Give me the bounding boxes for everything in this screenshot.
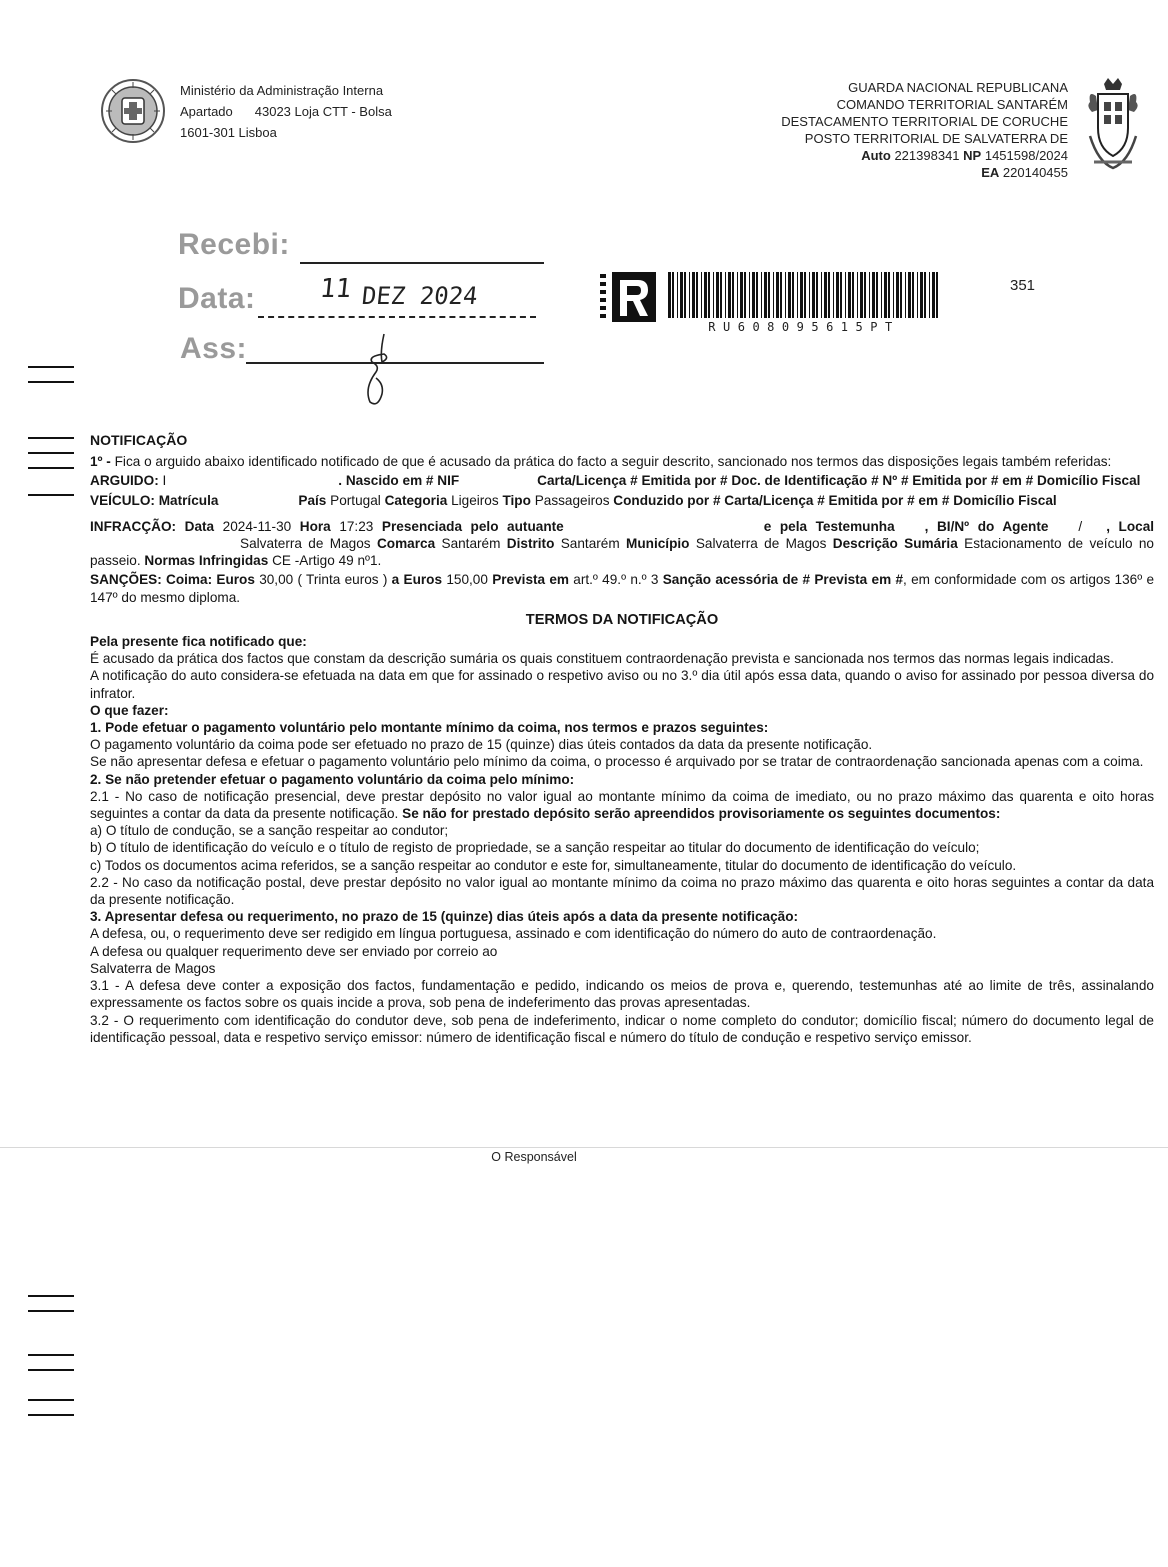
barcode-bar [744,272,746,318]
barcode-bar [884,272,887,318]
barcode-bar [840,272,842,318]
barcode-bar [761,272,762,318]
section-2-1: 2.1 - No caso de notificação presencial, deve prestar depósito no valor igual ao montante mínimo da coima de imediato, ou no prazo máximo das quarenta e oito horas seguintes a contar da data da presente notificação. Se não for prestado depósito serão apreendidos provisoriamente os seguintes documentos: [90,788,1154,822]
registered-mail-r-icon [598,272,658,322]
authority-line1: GUARDA NACIONAL REPUBLICANA [848,80,1068,95]
barcode-bar [785,272,786,318]
section-3-b: A defesa ou qualquer requerimento deve ser enviado por correio ao [90,943,498,959]
section-3-2: 3.2 - O requerimento com identificação do condutor deve, sob pena de indeferimento, indicar o nome completo do condutor; domicílio fiscal; número do documento legal de identificação pessoal, data e respetivo serviço emissor: número de identificação fiscal e número do título de condução e respetivo serviço emissor. [90,1012,1154,1045]
margin-mark [28,381,74,383]
registered-mail-barcode [666,272,942,318]
barcode-bar [701,272,702,318]
barcode-bar [713,272,714,318]
stamp-recebi-line [300,262,544,264]
section-2-title: 2. Se não pretender efetuar o pagamento voluntário da coima pelo mínimo: [90,771,575,787]
margin-mark [28,1310,74,1312]
barcode-bar [869,272,870,318]
margin-mark [28,1369,74,1371]
barcode-bar [876,272,878,318]
barcode-bar [860,272,863,318]
stamp-recebi-label: Recebi: [178,228,290,261]
handwritten-day: 11 [318,274,353,304]
authority-header [781,79,1068,181]
barcode-bar [708,272,710,318]
margin-mark [28,1414,74,1416]
barcode-bar [929,272,930,318]
terms-heading: TERMOS DA NOTIFICAÇÃO [525,611,719,628]
terms-what-to-do: O que fazer: [90,702,169,718]
barcode-bar [752,272,755,318]
section-2-a: a) O título de condução, se a sanção respeitar ao condutor; [90,823,449,839]
barcode-bar [920,272,923,318]
authority-line4: POSTO TERRITORIAL DE SALVATERRA DE [804,131,1068,146]
barcode-bar [881,272,882,318]
barcode-bar [905,272,906,318]
barcode-bar [828,272,830,318]
margin-mark [28,1399,74,1401]
terms-t2: A notificação do auto considera-se efetuada na data em que for assinado o respetivo aviso ou no 3.º dia útil após essa data, quando o aviso for assinado por pessoa diversa do infrator. [90,668,1154,701]
barcode-bar [728,272,731,318]
barcode-bar [893,272,894,318]
barcode-bar [749,272,750,318]
barcode-bar [768,272,770,318]
gnr-coat-of-arms-icon [1084,76,1142,174]
barcode-bar [732,272,734,318]
barcode-bar [872,272,875,318]
barcode-bar [908,272,911,318]
handwritten-month-year: DEZ 2024 [360,282,480,310]
barcode-bar [932,272,935,318]
handwritten-signature [354,332,404,408]
notice-paragraph-1: 1º - Fica o arguido abaixo identificado notificado de que é acusado da prática do facto a seguir descrito, sancionado nos termos das disposições legais também referidas: [90,454,1112,470]
barcode-bar [824,272,827,318]
sender-po-box: Apartado 43023 Loja CTT - Bolsa [180,104,392,119]
barcode-bar [780,272,782,318]
section-1-title: 1. Pode efetuar o pagamento voluntário pelo montante mínimo da coima, nos termos e prazos seguintes: [90,720,769,736]
sender-address [180,80,392,143]
notice-title: NOTIFICAÇÃO [90,432,188,448]
barcode-bar [809,272,810,318]
authority-line2: COMANDO TERRITORIAL SANTARÉM [836,97,1068,112]
barcode-bar [788,272,791,318]
barcode-bar [696,272,698,318]
sender-city: 1601-301 Lisboa [180,125,277,140]
notice-body [90,432,1154,1046]
section-3-title: 3. Apresentar defesa ou requerimento, no prazo de 15 (quinze) dias úteis após a data da presente notificação: [90,909,799,925]
portuguese-coat-of-arms-icon [100,78,166,144]
barcode-bar [857,272,858,318]
barcode-bar [888,272,890,318]
sancoes-block: SANÇÕES: Coima: Euros 30,00 ( Trinta euros ) a Euros 150,00 Prevista em art.º 49.º n.º 3 Sanção acessória de # Prevista em #, em conformidade com os artigos 136º e 147º do mesmo diploma. [90,572,1155,605]
barcode-bar [900,272,902,318]
stamp-ass-label: Ass: [180,332,248,365]
barcode-bar [756,272,758,318]
section-3-a: A defesa, ou, o requerimento deve ser redigido em língua portuguesa, assinado e com identificação do número do auto de contraordenação. [90,926,937,942]
barcode-bar [704,272,707,318]
barcode-bar [821,272,822,318]
barcode-bar [800,272,803,318]
received-stamp [178,226,558,416]
auto-reference: Auto 221398341 NP 1451598/2024 [861,148,1068,163]
veiculo-line: VEÍCULO: Matrícula País Portugal Categoria Ligeiros Tipo Passageiros Conduzido por # Carta/Licença # Emitida por # em # Domicílio Fiscal [90,492,1057,508]
ea-reference: EA 220140455 [981,165,1068,180]
barcode-bar [912,272,914,318]
section-1-a: O pagamento voluntário da coima pode ser efetuado no prazo de 15 (quinze) dias úteis contados da data da presente notificação. [90,737,873,753]
section-2-c: c) Todos os documentos acima referidos, se a sanção respeitar ao condutor e este for, simultaneamente, titular do documento de identificação do veículo. [90,857,1017,873]
barcode-bar [740,272,743,318]
barcode-bar [737,272,738,318]
terms-intro: Pela presente fica notificado que: [90,634,307,650]
barcode-bar [764,272,767,318]
barcode-bar [936,272,938,318]
margin-mark [28,452,74,454]
barcode-bar [692,272,695,318]
barcode-number: RU608095615PT [708,320,900,334]
barcode-bar [684,272,686,318]
margin-mark [28,1295,74,1297]
barcode-bar [896,272,899,318]
barcode-bar [917,272,918,318]
barcode-bar [792,272,794,318]
barcode-bar [804,272,806,318]
responsavel-label: O Responsável [491,1150,577,1164]
margin-mark [28,467,74,469]
infraccao-block: INFRACÇÃO: Data 2024-11-30 Hora 17:23 Presenciada pelo autuante e pela Testemunha , BI/Nº do Agente / , LocalSalvaterra de Magos Comarca Santarém Distrito Santarém Município Salvaterra de Magos Descrição Sumária Estacionamento de veículo no passeio. Normas Infringidas CE -Artigo 49 nº1. [90,518,1155,569]
page-number: 351 [1010,277,1036,294]
barcode-bar [848,272,851,318]
barcode-bar [725,272,726,318]
margin-mark [28,1354,74,1356]
barcode-bar [836,272,839,318]
section-1-b: Se não apresentar defesa e efetuar o pagamento voluntário pelo mínimo da coima, o processo é arquivado por se tratar de contraordenação sancionada apenas com a coima. [90,754,1144,770]
barcode-bar [776,272,779,318]
sender-ministry: Ministério da Administração Interna [180,83,384,98]
barcode-bar [773,272,774,318]
barcode-bar [797,272,798,318]
barcode-bar [924,272,926,318]
margin-mark [28,437,74,439]
footer-divider [0,1147,1168,1148]
barcode-bar [816,272,818,318]
margin-mark [28,494,74,496]
barcode-bar [864,272,866,318]
barcode-bar [689,272,690,318]
terms-t1: É acusado da prática dos factos que constam da descrição sumária os quais constituem contraordenação prevista e sancionada nos termos das normas legais indicadas. [90,651,1114,667]
stamp-data-line [258,316,536,318]
barcode-bar [845,272,846,318]
section-2-b: b) O título de identificação do veículo e o título de registo de propriedade, se a sanção respeitar ao titular do documento de identificação do veículo; [90,840,980,856]
section-3-1: 3.1 - A defesa deve conter a exposição dos factos, fundamentação e pedido, indicando os meios de prova e, querendo, testemunhas até ao limite de três, assinalando expressamente os factos sobre os quais incide a prova, sob pena de indeferimento das provas apresentadas. [90,978,1154,1011]
barcode-bar [852,272,854,318]
barcode-bar [668,272,671,318]
barcode-bar [672,272,674,318]
barcode-bar [677,272,678,318]
stamp-data-label: Data: [178,282,256,315]
barcode-bar [812,272,815,318]
margin-mark [28,366,74,368]
authority-line3: DESTACAMENTO TERRITORIAL DE CORUCHE [781,114,1068,129]
barcode-bar [716,272,719,318]
barcode-bar [720,272,722,318]
barcode-bar [833,272,834,318]
section-2-2: 2.2 - No caso da notificação postal, deve prestar depósito no valor igual ao montante mínimo da coima no prazo máximo das quarenta e oito horas seguintes a contar da data da presente notificação. [90,874,1154,908]
arguido-line: ARGUIDO: I . Nascido em # NIF Carta/Licença # Emitida por # Doc. de Identificação # Nº # Emitida por # em # Domicílio Fiscal [90,473,1141,489]
barcode-bar [680,272,683,318]
section-3-c: Salvaterra de Magos [90,960,216,976]
